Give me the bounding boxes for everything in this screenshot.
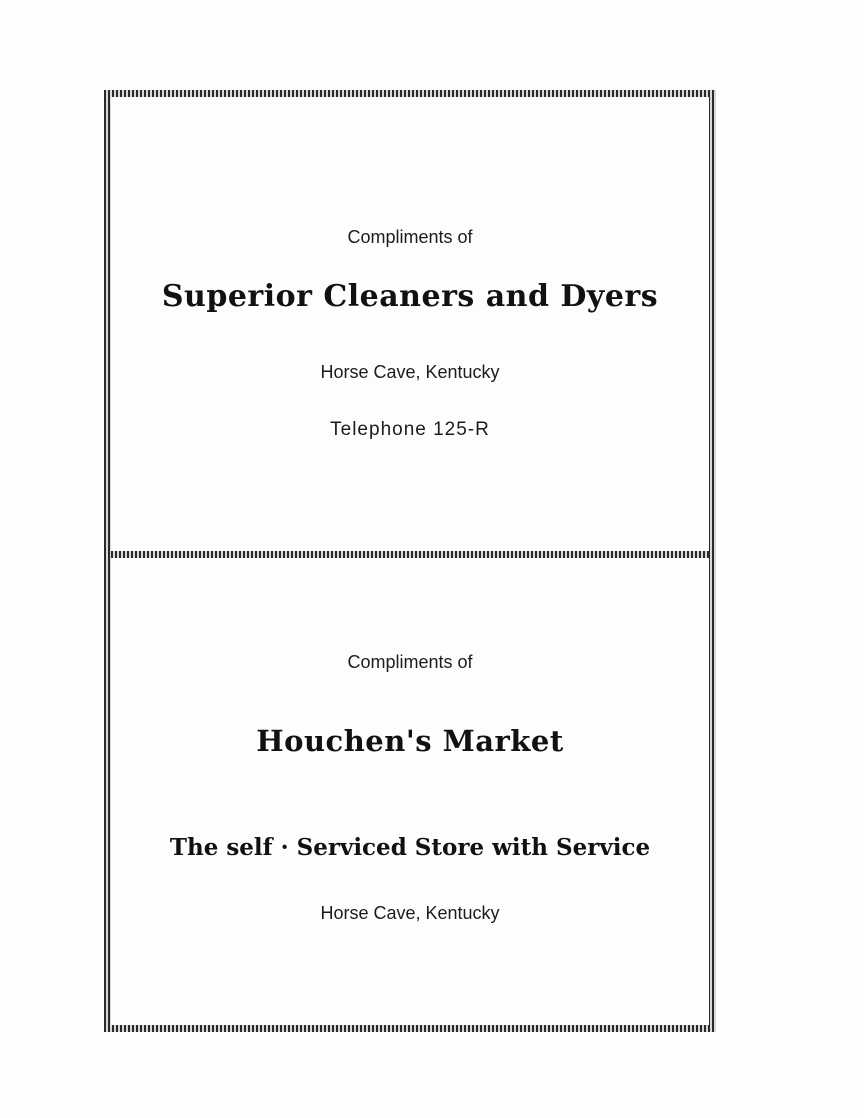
business-tagline: The self · Serviced Store with Service <box>169 834 651 861</box>
business-name: Houchen's Market <box>256 724 564 758</box>
business-telephone: Telephone 125-R <box>330 419 490 440</box>
compliments-text: Compliments of <box>347 652 473 672</box>
compliments-text: Compliments of <box>347 227 473 247</box>
ad-superior-cleaners <box>111 97 709 551</box>
business-name: Superior Cleaners and Dyers <box>161 279 659 314</box>
ad-divider <box>111 551 709 558</box>
business-location: Horse Cave, Kentucky <box>320 903 500 923</box>
business-location: Horse Cave, Kentucky <box>320 362 500 382</box>
ad-border-frame <box>104 90 716 1032</box>
ad-houchens-market <box>111 558 709 1032</box>
